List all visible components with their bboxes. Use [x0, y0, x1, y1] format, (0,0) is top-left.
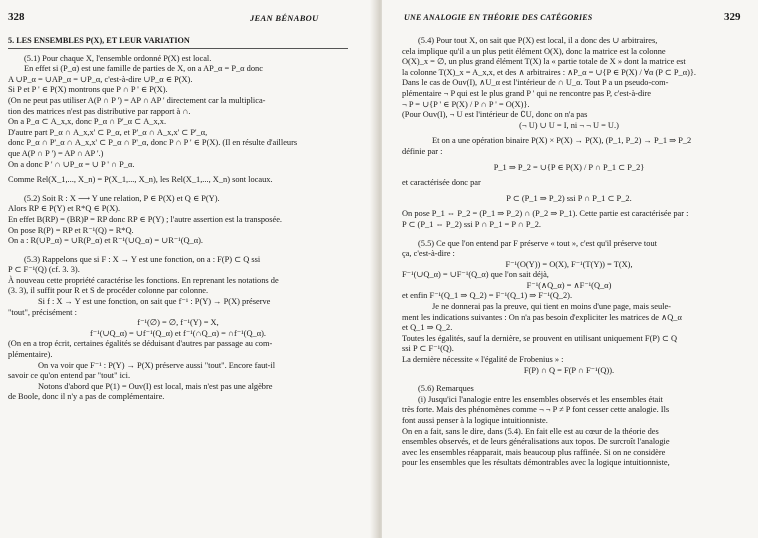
formula-line: P ⊂ (P_1 ⇒ P_2) ssi P ∩ P_1 ⊂ P_2.	[506, 193, 632, 203]
text-line: Je ne donnerai pas la preuve, qui tient en moins d'une page, mais seule-	[432, 302, 671, 312]
text-line: savoir ce qu'on entend par "tout" ici.	[8, 371, 131, 381]
formula-line: F(P) ∩ Q = F(P ∩ F⁻¹(Q)).	[523, 365, 615, 375]
text-line: On en a fait, sans le dire, dans (5.4). En fait elle est au cœur de la théorie des	[402, 426, 659, 436]
text-line: de Boole, donc il n'y a pas de complémentaire.	[8, 392, 165, 402]
text-line: On a : R(∪P_α) = ∪R(P_α) et R⁻¹(∪Q_α) = ∪R⁻¹(Q_α).	[8, 236, 204, 246]
text-line: Toutes les égalités, sauf la dernière, se prouvent en utilisant uniquement F(P) ⊂ Q	[402, 333, 678, 343]
text-line: (3. 3), il suffit pour R et S de procéder colonne par colonne.	[8, 286, 209, 296]
text-line: que A(P ∩ P ') = AP ∩ AP '.)	[8, 148, 104, 158]
formula-line: (¬ U) ∪ U = I, ni ¬ ¬ U = U.)	[519, 120, 619, 130]
text-line: plémentaire ¬ P qui est le plus grand P ' qui ne rencontre pas P, c'est-à-dire	[402, 88, 651, 98]
page-body	[402, 36, 736, 469]
page-body	[8, 36, 348, 403]
running-head: JEAN BÉNABOU	[250, 13, 319, 23]
text-line: ¬ P = ∪{P ' ∈ P(X) / P ∩ P ' = O(X)}.	[402, 99, 530, 109]
text-line: On pose P_1 ⇔ P_2 = (P_1 ⇒ P_2) ∩ (P_2 ⇒ P_1). Cette partie est caractérisée par :	[402, 209, 689, 219]
text-line: Notons d'abord que P(1) = Ouv(I) est local, mais n'est pas une algèbre	[38, 381, 273, 391]
text-line: On a P_α ⊂ A_x,x, donc P_α ∩ P'_α ⊂ A_x,x.	[8, 117, 167, 127]
text-line: cela implique qu'il a un plus petit élément O(X), donc la matrice est la colonne	[402, 46, 666, 56]
text-line: donc P_α ∩ P'_α ∩ A_x,x' ⊂ P_α ∩ P'_α, donc P ∩ P ' ∈ P(X). (Il en résulte d'ailleurs	[8, 138, 298, 148]
formula-line: F⁻¹(∧Q_α) = ∧F⁻¹(Q_α)	[526, 280, 612, 290]
text-line: définie par :	[402, 146, 443, 156]
text-line: Si f : X → Y est une fonction, on sait que f⁻¹ : P(Y) → P(X) préserve	[38, 297, 271, 307]
text-line: Si P et P ' ∈ P(X) montrons que P ∩ P ' ∈ P(X).	[8, 85, 168, 95]
text-line: très forte. Mais des phénomènes comme ¬ ¬ P ≠ P font cesser cette analogie. Ils	[402, 405, 670, 415]
text-line: On a donc P ' ∩ ∪P_α = ∪ P ' ∩ P_α.	[8, 159, 135, 169]
section-title: 5. LES ENSEMBLES P(X), ET LEUR VARIATION	[8, 36, 348, 49]
page-number: 328	[8, 11, 25, 23]
text-line: (5.3) Rappelons que si F : X → Y est une fonction, on a : F(P) ⊂ Q ssi	[24, 254, 261, 264]
text-line: "tout", précisément :	[8, 307, 77, 317]
text-line: P ⊂ (P_1 ⇔ P_2) ssi P ∩ P_1 = P ∩ P_2.	[402, 219, 542, 229]
text-line: F⁻¹(∪Q_α) = ∪F⁻¹(Q_α) que l'on sait déjà,	[402, 270, 549, 280]
text-line: P ⊂ F⁻¹(Q) (cf. 3. 3).	[8, 265, 80, 275]
text-line: D'autre part P_α ∩ A_x,x' ⊂ P_α, et P'_α ∩ A_x,x' ⊂ P'_α,	[8, 127, 208, 137]
text-line: Dans le cas de Ouv(I), ∧U_α est l'intérieur de ∩ U_α. Tout P a un pseudo-com-	[402, 78, 669, 88]
text-line: Alors RP ∈ P(Y) et R*Q ∈ P(X).	[8, 204, 121, 214]
text-line: (5.4) Pour tout X, on sait que P(X) est local, il a donc des ∪ arbitraires,	[418, 36, 658, 45]
text-line: pour les ensembles que les résultats démontrables avec la logique intuitionniste,	[402, 458, 670, 468]
text-line: font aussi penser à la logique intuitionniste.	[402, 416, 548, 425]
text-line: En effet B(RP) = (BR)P = RP donc RP ∈ P(Y) ; l'autre assertion est la transposée.	[8, 214, 283, 224]
formula-line: F⁻¹(O(Y)) = O(X), F⁻¹(T(Y)) = T(X),	[505, 259, 633, 269]
text-line: (On ne peut pas utiliser A(P ∩ P ') = AP ∩ AP ' directement car la multiplica-	[8, 95, 266, 105]
text-line: (5.5) Ce que l'on entend par F préserve « tout », c'est qu'il préserve tout	[418, 238, 657, 248]
text-line: A ∪P_α = ∪AP_α = ∪P_α, c'est-à-dire ∪P_α ∈ P(X).	[8, 74, 193, 84]
text-line: (On en a trop écrit, certaines égalités se déduisant d'autres par passage au com-	[8, 339, 273, 349]
text-line: (5.2) Soit R : X ⟶ Y une relation, P ∈ P(X) et Q ∈ P(Y).	[24, 193, 220, 203]
page-number: 329	[724, 11, 741, 23]
left-page	[0, 0, 376, 538]
text-line: (Pour Ouv(I), ¬ U est l'intérieur de ∁U, donc on n'a pas	[402, 110, 588, 120]
text-line: En effet si (P_α) est une famille de parties de X, on a AP_α = P_α donc	[24, 64, 263, 74]
text-line: Et on a une opération binaire P(X) × P(X) → P(X), (P_1, P_2) → P_1 ⇒ P_2	[432, 136, 692, 146]
text-line: tion des matrices n'est pas distributive par rapport à ∩.	[8, 106, 191, 116]
text-line: On pose R(P) = RP et R⁻¹(Q) = R*Q.	[8, 225, 134, 235]
text-line: ssi P ⊂ F⁻¹(Q).	[402, 344, 454, 354]
text-line: ensembles observés, et de leurs généralisations aux topos. De surcroît l'analogie	[402, 437, 670, 447]
formula-line: f⁻¹(∅) = ∅, f⁻¹(Y) = X,	[137, 318, 219, 328]
text-line: et caractérisée donc par	[402, 178, 481, 188]
text-line: On va voir que F⁻¹ : P(Y) → P(X) préserve aussi "tout". Encore faut-il	[38, 360, 276, 370]
formula-line: f⁻¹(∪Q_α) = ∪f⁻¹(Q_α) et f⁻¹(∩Q_α) = ∩f⁻¹(Q_α).	[90, 328, 266, 338]
text-line: (i) Jusqu'ici l'analogie entre les ensembles observés et les ensembles était	[418, 394, 663, 404]
right-page	[382, 0, 758, 538]
formula-line: P_1 ⇒ P_2 = ∪{P ∈ P(X) / P ∩ P_1 ⊂ P_2}	[493, 162, 645, 172]
text-line: (5.1) Pour chaque X, l'ensemble ordonné P(X) est local.	[24, 53, 212, 63]
text-line: plémentaire).	[8, 350, 53, 360]
text-line: ment les indications suivantes : On n'a pas besoin d'expliciter les matrices de ∧Q_α	[402, 312, 682, 322]
running-head: UNE ANALOGIE EN THÉORIE DES CATÉGORIES	[404, 13, 593, 22]
text-line: O(X)_x = ∅, un plus grand élément T(X) la « partie totale de X » dont la matrice est	[402, 57, 686, 67]
text-line: avec les ensembles réapparait, mais beaucoup plus raffinée. Si on ne considère	[402, 447, 666, 457]
text-line: et enfin F⁻¹(Q_1 ⇒ Q_2) = F⁻¹(Q_1) ⇒ F⁻¹(Q_2).	[402, 291, 573, 301]
text-line: et Q_1 ⇒ Q_2.	[402, 323, 453, 333]
text-line: (5.6) Remarques	[418, 384, 474, 394]
text-line: À nouveau cette propriété caractérise les fonctions. En reprenant les notations de	[8, 275, 279, 285]
text-line: La dernière nécessite « l'égalité de Frobenius » :	[402, 355, 564, 365]
text-line: la colonne T(X)_x = A_x,x, et des ∧ arbitraires : ∧P_α = ∪{P ∈ P(X) / ∀α (P ⊂ P_α)}.	[402, 67, 696, 77]
text-line: Comme Rel(X_1,..., X_n) = P(X_1,..., X_n), les Rel(X_1,..., X_n) sont locaux.	[8, 175, 273, 185]
text-line: ça, c'est-à-dire :	[402, 249, 455, 259]
